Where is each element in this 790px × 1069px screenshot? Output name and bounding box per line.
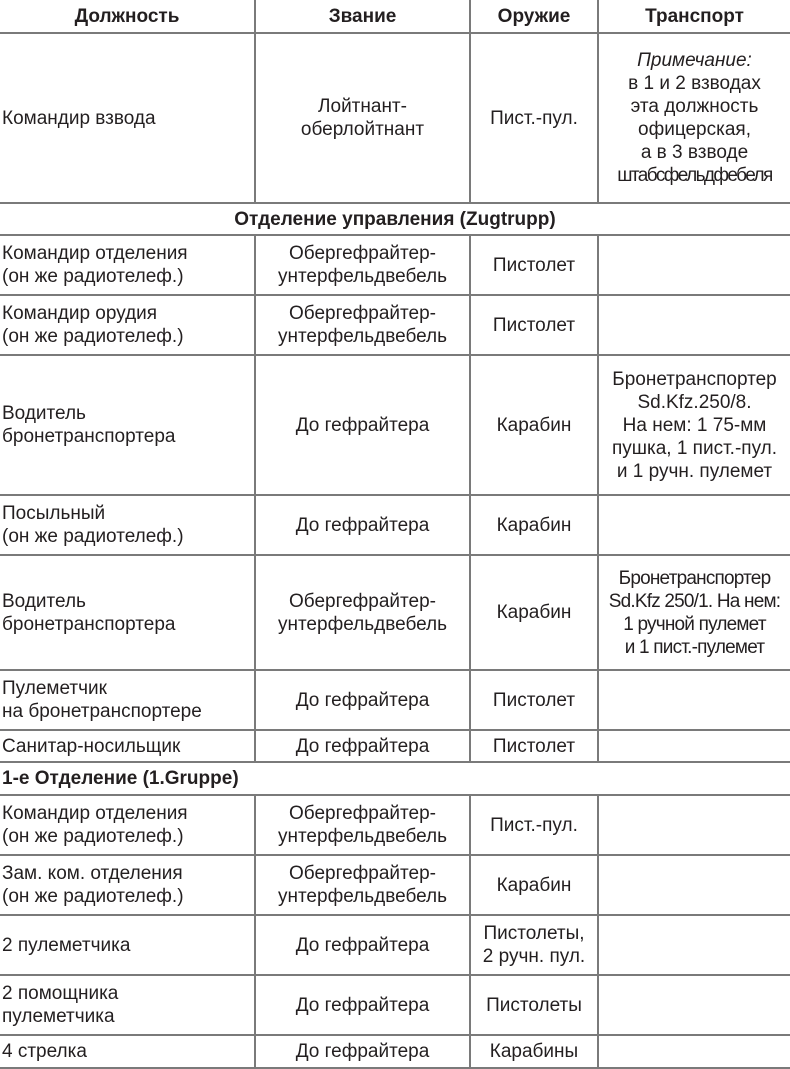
- cell-rank: Обергефрайтер- унтерфельдвебель: [255, 795, 470, 855]
- cell-weapon: Пистолеты: [470, 975, 598, 1035]
- cell-weapon: Карабин: [470, 495, 598, 555]
- cell-transport: [598, 33, 790, 203]
- cell-rank: Обергефрайтер- унтерфельдвебель: [255, 555, 470, 670]
- cell-weapon: Пистолет: [470, 730, 598, 762]
- cell-position: Командир взвода: [0, 33, 255, 203]
- table-row: [0, 33, 790, 203]
- section-title: 1-е Отделение (1.Gruppe): [0, 762, 790, 795]
- cell-transport: [598, 915, 790, 975]
- cell-weapon: Пист.-пул.: [470, 33, 598, 203]
- note-text: в 1 и 2 взводах эта должность офицерская, а в 3 взводе: [628, 73, 761, 163]
- cell-position: 2 помощника пулеметчика: [0, 975, 255, 1035]
- header-position: Должность: [0, 0, 255, 33]
- cell-position: Командир отделения (он же радиотелеф.): [0, 235, 255, 295]
- cell-weapon: Карабин: [470, 855, 598, 915]
- cell-weapon: Пистолеты, 2 ручн. пул.: [470, 915, 598, 975]
- cell-position: 2 пулеметчика: [0, 915, 255, 975]
- table-row: [0, 915, 790, 975]
- cell-position: Зам. ком. отделения (он же радиотелеф.): [0, 855, 255, 915]
- cell-position: Посыльный (он же радиотелеф.): [0, 495, 255, 555]
- cell-transport: [598, 795, 790, 855]
- cell-position: 4 стрелка: [0, 1035, 255, 1068]
- cell-transport: [598, 730, 790, 762]
- cell-transport: [598, 975, 790, 1035]
- section-title: Отделение управления (Zugtrupp): [0, 203, 790, 235]
- cell-transport: [598, 1035, 790, 1068]
- cell-rank: До гефрайтера: [255, 915, 470, 975]
- cell-position: Командир отделения (он же радиотелеф.): [0, 795, 255, 855]
- table-row: [0, 235, 790, 295]
- cell-transport: [598, 495, 790, 555]
- cell-weapon: Пистолет: [470, 295, 598, 355]
- cell-rank: Обергефрайтер- унтерфельдвебель: [255, 295, 470, 355]
- cell-weapon: Карабины: [470, 1035, 598, 1068]
- table-row: [0, 975, 790, 1035]
- table-row: [0, 355, 790, 495]
- cell-transport: [598, 670, 790, 730]
- note-last: штабсфельдфебеля: [617, 165, 772, 186]
- cell-weapon: Карабин: [470, 555, 598, 670]
- header-weapon: Оружие: [470, 0, 598, 33]
- cell-rank: Лойтнант- оберлойтнант: [255, 33, 470, 203]
- cell-transport: [598, 295, 790, 355]
- cell-position: Водитель бронетранспортера: [0, 555, 255, 670]
- cell-transport: [598, 855, 790, 915]
- cell-position: Командир орудия (он же радиотелеф.): [0, 295, 255, 355]
- cell-rank: Обергефрайтер- унтерфельдвебель: [255, 235, 470, 295]
- cell-transport: Бронетранспортер Sd.Kfz 250/1. На нем: 1 ручной пулемет и 1 пист.-пулемет: [598, 555, 790, 670]
- table-row: [0, 795, 790, 855]
- table-row: [0, 295, 790, 355]
- table-row: [0, 855, 790, 915]
- header-rank: Звание: [255, 0, 470, 33]
- cell-transport: Бронетранспортер Sd.Kfz.250/8. На нем: 1 75-мм пушка, 1 пист.-пул. и 1 ручн. пулемет: [598, 355, 790, 495]
- cell-rank: До гефрайтера: [255, 495, 470, 555]
- cell-transport: [598, 235, 790, 295]
- cell-rank: До гефрайтера: [255, 730, 470, 762]
- table-row: [0, 555, 790, 670]
- section-row: [0, 762, 790, 795]
- cell-position: Пулеметчик на бронетранспортере: [0, 670, 255, 730]
- section-row: [0, 203, 790, 235]
- table-row: [0, 495, 790, 555]
- cell-rank: До гефрайтера: [255, 355, 470, 495]
- cell-rank: Обергефрайтер- унтерфельдвебель: [255, 855, 470, 915]
- table-row: [0, 1035, 790, 1068]
- table-row: [0, 730, 790, 762]
- table-row: [0, 670, 790, 730]
- cell-position: Водитель бронетранспортера: [0, 355, 255, 495]
- cell-rank: До гефрайтера: [255, 670, 470, 730]
- cell-rank: До гефрайтера: [255, 975, 470, 1035]
- cell-position: Санитар-носильщик: [0, 730, 255, 762]
- note-label: Примечание:: [637, 50, 752, 71]
- header-transport: Транспорт: [598, 0, 790, 33]
- cell-weapon: Пистолет: [470, 670, 598, 730]
- header-row: [0, 0, 790, 33]
- cell-weapon: Пистолет: [470, 235, 598, 295]
- cell-weapon: Карабин: [470, 355, 598, 495]
- cell-weapon: Пист.-пул.: [470, 795, 598, 855]
- cell-rank: До гефрайтера: [255, 1035, 470, 1068]
